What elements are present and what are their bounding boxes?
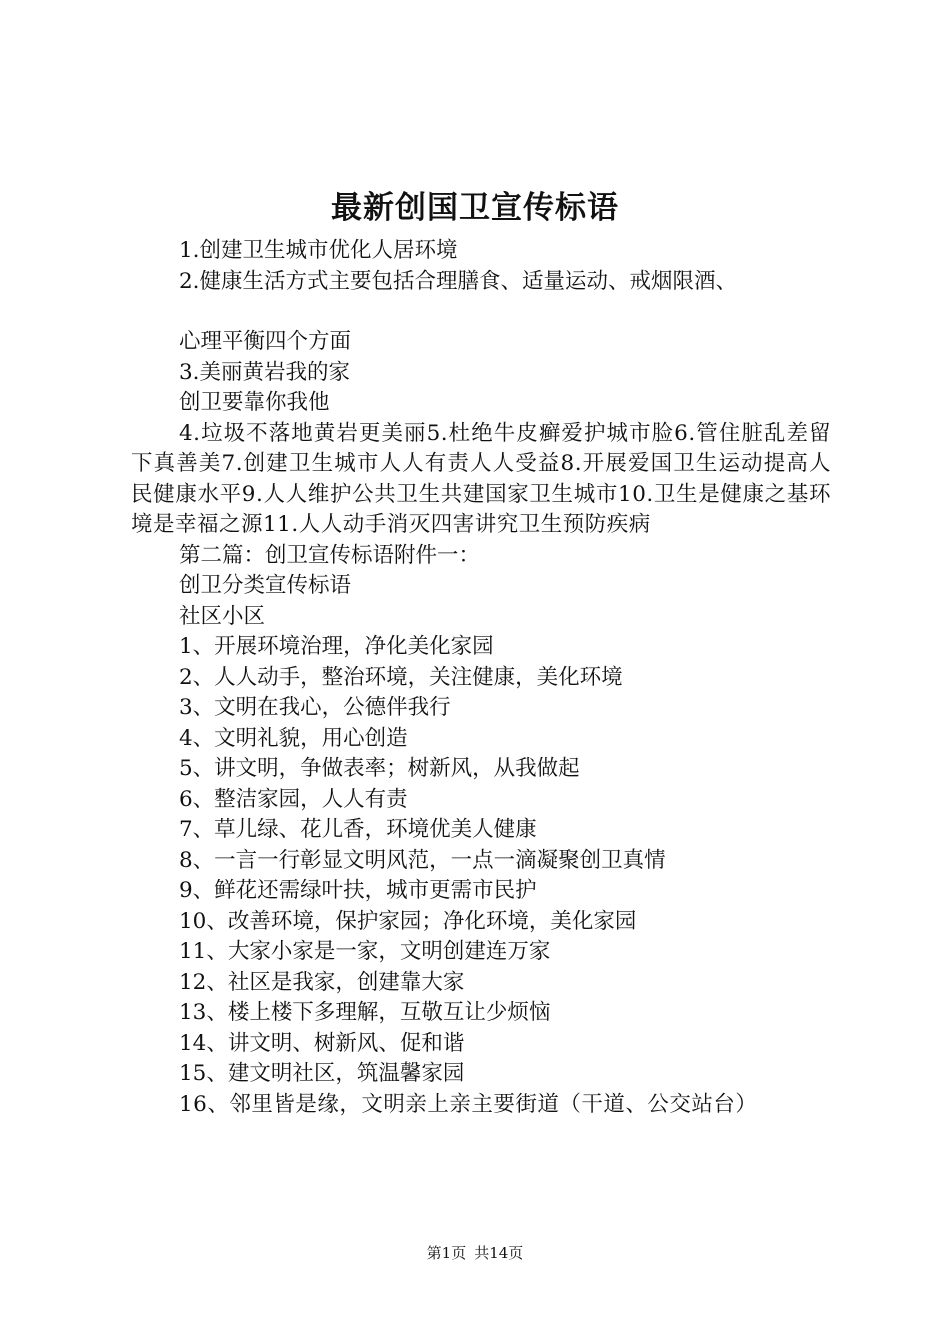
list-item: 14、讲文明、树新风、促和谐 <box>179 1030 465 1056</box>
list-item: 10、改善环境，保护家园；净化环境，美化家园 <box>179 908 637 934</box>
list-item: 9、鲜花还需绿叶扶，城市更需市民护 <box>179 878 537 903</box>
list-item: 11、大家小家是一家，文明创建连万家 <box>179 939 551 964</box>
list-item: 6、整洁家园，人人有责 <box>179 786 408 812</box>
list-item: 15、建文明社区，筑温馨家园 <box>179 1061 465 1086</box>
slogan-paragraph: 4.垃圾不落地黄岩更美丽5.杜绝牛皮癣爱护城市脸6.管住脏乱差留下真善美7.创建卫生城市人人有责人人受益8.开展爱国卫生运动提高人民健康水平9.人人维护公共卫生共建国家卫生城市10.卫生是健康之基环境是幸福之源11.人人动手消灭四害讲究卫生预防疾病 <box>131 420 831 537</box>
slogan-line: 3.美丽黄岩我的家 <box>179 359 351 385</box>
list-item: 4、文明礼貌，用心创造 <box>179 725 408 751</box>
list-item: 2、人人动手，整治环境，关注健康，美化环境 <box>179 664 623 690</box>
section-heading: 第二篇：创卫宣传标语附件一： <box>179 542 481 568</box>
page-number: 第1页 <box>426 1244 467 1262</box>
list-item: 13、楼上楼下多理解，互敬互让少烦恼 <box>179 1000 551 1025</box>
list-item-wrapped: 16、邻里皆是缘，文明亲上亲主要街道（干道、公交站台） <box>179 1091 758 1117</box>
section-subheading: 创卫分类宣传标语 <box>179 573 352 598</box>
document-title: 最新创国卫宣传标语 <box>331 190 619 226</box>
page-total: 共14页 <box>474 1244 524 1262</box>
slogan-line: 1.创建卫生城市优化人居环境 <box>179 238 458 263</box>
slogan-line: 创卫要靠你我他 <box>179 390 330 415</box>
slogan-line: 心理平衡四个方面 <box>179 329 352 354</box>
slogan-line: 2.健康生活方式主要包括合理膳食、适量运动、戒烟限酒、 <box>179 268 738 294</box>
list-item: 7、草儿绿、花儿香，环境优美人健康 <box>179 817 537 842</box>
list-item: 12、社区是我家，创建靠大家 <box>179 969 465 995</box>
list-item: 1、开展环境治理，净化美化家园 <box>179 634 494 659</box>
list-item: 5、讲文明，争做表率；树新风，从我做起 <box>179 756 580 781</box>
page-footer <box>0 1243 950 1263</box>
document-body <box>131 236 831 1120</box>
category-heading: 社区小区 <box>179 603 266 629</box>
list-item: 8、一言一行彰显文明风范，一点一滴凝聚创卫真情 <box>179 847 666 873</box>
list-item: 3、文明在我心，公德伴我行 <box>179 695 451 720</box>
